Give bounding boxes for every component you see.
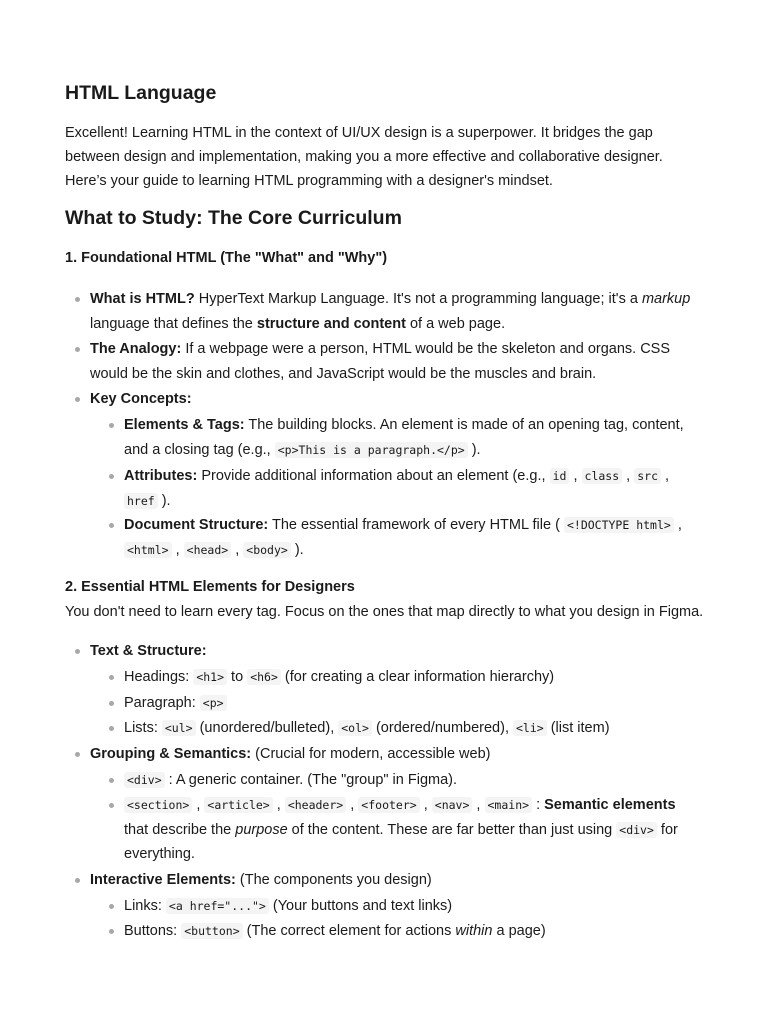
list-item-what-is-html xyxy=(90,287,690,336)
inline-code: <body> xyxy=(243,542,291,558)
section1-title: 1. Foundational HTML (The "What" and "Why") xyxy=(65,250,388,266)
item-emphasis: markup xyxy=(641,291,691,307)
item-label: The Analogy: xyxy=(90,341,182,357)
item-text: ). xyxy=(157,492,171,509)
inline-code: <h6> xyxy=(247,669,281,685)
inline-code: <article> xyxy=(204,797,272,813)
inline-code: <div> xyxy=(616,822,657,838)
inline-code: <section> xyxy=(124,797,192,813)
inline-code: <nav> xyxy=(432,797,473,813)
inline-code: class xyxy=(582,468,623,484)
bullet-icon xyxy=(109,423,114,428)
inline-code: <h1> xyxy=(193,669,227,685)
bullet-icon xyxy=(109,675,114,680)
inline-code: src xyxy=(634,468,661,484)
bullet-icon xyxy=(75,878,80,883)
list-item-text-structure xyxy=(90,639,207,664)
inline-code: <ul> xyxy=(162,720,196,736)
bullet-icon xyxy=(109,803,114,808)
bullet-icon xyxy=(109,474,114,479)
list-item-div xyxy=(124,768,457,793)
bullet-icon xyxy=(75,347,80,352)
item-label: Attributes: xyxy=(124,468,198,484)
list-item-buttons xyxy=(124,919,546,944)
intro-paragraph xyxy=(65,121,663,193)
bullet-icon xyxy=(109,778,114,783)
item-text: (ordered/numbered), xyxy=(371,720,513,736)
item-label: Elements & Tags: xyxy=(124,417,245,433)
item-label: Text & Structure: xyxy=(90,643,207,659)
item-label: What is HTML? xyxy=(90,291,195,307)
list-item-interactive xyxy=(90,868,432,893)
inline-code: <a href="..."> xyxy=(166,898,269,914)
item-text: that describe the xyxy=(124,821,236,838)
inline-code: id xyxy=(550,468,570,484)
list-item-grouping xyxy=(90,742,490,767)
item-text: (The components you design) xyxy=(235,872,432,888)
item-label: Interactive Elements: xyxy=(90,872,236,888)
item-emphasis: purpose xyxy=(235,821,288,838)
item-text: Links: xyxy=(124,898,166,914)
intro-line: Here’s your guide to learning HTML programming with a designer's mindset. xyxy=(65,173,553,189)
bullet-icon xyxy=(109,904,114,909)
section2-subtitle: You don't need to learn every tag. Focus on the ones that map directly to what you design in Figma. xyxy=(65,604,704,620)
list-item-headings xyxy=(124,665,554,690)
item-text: (for creating a clear information hierarchy) xyxy=(280,669,555,685)
intro-line: between design and implementation, making you a more effective and collaborative designer. xyxy=(65,149,663,165)
item-text: : A generic container. (The "group" in Figma). xyxy=(164,772,458,788)
item-text: If a webpage were a person, HTML would be the skeleton and organs. CSS xyxy=(181,341,671,357)
item-text: : xyxy=(532,797,545,813)
item-text: (Your buttons and text links) xyxy=(268,898,453,914)
bullet-icon xyxy=(109,523,114,528)
bullet-icon xyxy=(109,701,114,706)
bullet-icon xyxy=(109,726,114,731)
item-text: ). xyxy=(467,441,481,458)
intro-line: Excellent! Learning HTML in the context of UI/UX design is a superpower. It bridges the gap xyxy=(65,125,653,141)
inline-code: <div> xyxy=(124,772,165,788)
page-title: HTML Language xyxy=(65,82,217,104)
bullet-icon xyxy=(109,929,114,934)
bullet-icon xyxy=(75,297,80,302)
inline-code: href xyxy=(124,493,158,509)
item-text: for xyxy=(656,821,678,838)
inline-code: <footer> xyxy=(358,797,419,813)
section2-title: 2. Essential HTML Elements for Designers xyxy=(65,579,355,595)
item-text: to xyxy=(227,669,248,685)
item-text: (unordered/bulleted), xyxy=(195,720,339,736)
item-text: a page) xyxy=(492,923,546,939)
inline-code: <ol> xyxy=(338,720,372,736)
item-text: Buttons: xyxy=(124,923,182,939)
item-bold: Semantic elements xyxy=(544,797,676,813)
list-item-lists xyxy=(124,716,610,741)
list-item-paragraph xyxy=(124,691,227,716)
inline-code: <li> xyxy=(513,720,547,736)
item-text: The building blocks. An element is made of an opening tag, content, xyxy=(244,417,684,433)
item-text: The essential framework of every HTML file ( xyxy=(268,517,564,533)
inline-code: <main> xyxy=(485,797,533,813)
item-text: Provide additional information about an element (e.g., xyxy=(197,468,550,484)
inline-code: <p> xyxy=(200,695,227,711)
item-text: and a closing tag (e.g., xyxy=(124,441,275,458)
list-item-document-structure: Document Structure: The essential framework of every HTML file ( <!DOCTYPE html> , <html> , <head> , <body> ). xyxy=(124,517,682,558)
inline-code: <!DOCTYPE html> xyxy=(564,517,674,533)
item-text: (list item) xyxy=(546,720,610,736)
list-item-key-concepts xyxy=(90,387,192,412)
item-text: would be the skin and clothes, and JavaScript would be the muscles and brain. xyxy=(90,365,597,382)
inline-code: <button> xyxy=(181,923,242,939)
bullet-icon xyxy=(75,752,80,757)
item-text: (The correct element for actions xyxy=(242,923,456,939)
item-text: Paragraph: xyxy=(124,695,200,711)
item-text: of a web page. xyxy=(405,315,506,332)
inline-code: <head> xyxy=(184,542,232,558)
item-text: HyperText Markup Language. It's not a programming language; it's a xyxy=(194,291,642,307)
list-item-elements-tags xyxy=(124,413,684,462)
list-item-attributes: Attributes: Provide additional information about an element (e.g., id , class , src , href ). xyxy=(124,468,670,509)
item-text: ). xyxy=(290,541,304,558)
inline-code: <p>This is a paragraph.</p> xyxy=(275,442,468,458)
list-item-analogy xyxy=(90,337,670,386)
inline-code: <header> xyxy=(285,797,346,813)
item-label: Key Concepts: xyxy=(90,391,192,407)
item-label: Document Structure: xyxy=(124,517,269,533)
inline-code: <html> xyxy=(124,542,172,558)
item-label: Grouping & Semantics: xyxy=(90,746,252,762)
item-text: everything. xyxy=(124,846,195,862)
bullet-icon xyxy=(75,397,80,402)
item-text: (Crucial for modern, accessible web) xyxy=(251,746,491,762)
item-text: Lists: xyxy=(124,720,162,736)
item-text: of the content. These are far better than just using xyxy=(287,821,617,838)
item-emphasis: within xyxy=(455,923,493,939)
list-item-links xyxy=(124,894,452,919)
list-item-semantic: <section> , <article> , <header> , <footer> , <nav> , <main> : Semantic elements that describe the purpose of the content. These are far better than just using <div> for everything. xyxy=(124,797,678,862)
curriculum-heading: What to Study: The Core Curriculum xyxy=(65,207,402,229)
item-text: language that defines the xyxy=(90,315,257,332)
item-bold: structure and content xyxy=(256,315,406,332)
bullet-icon xyxy=(75,649,80,654)
item-text: Headings: xyxy=(124,669,194,685)
